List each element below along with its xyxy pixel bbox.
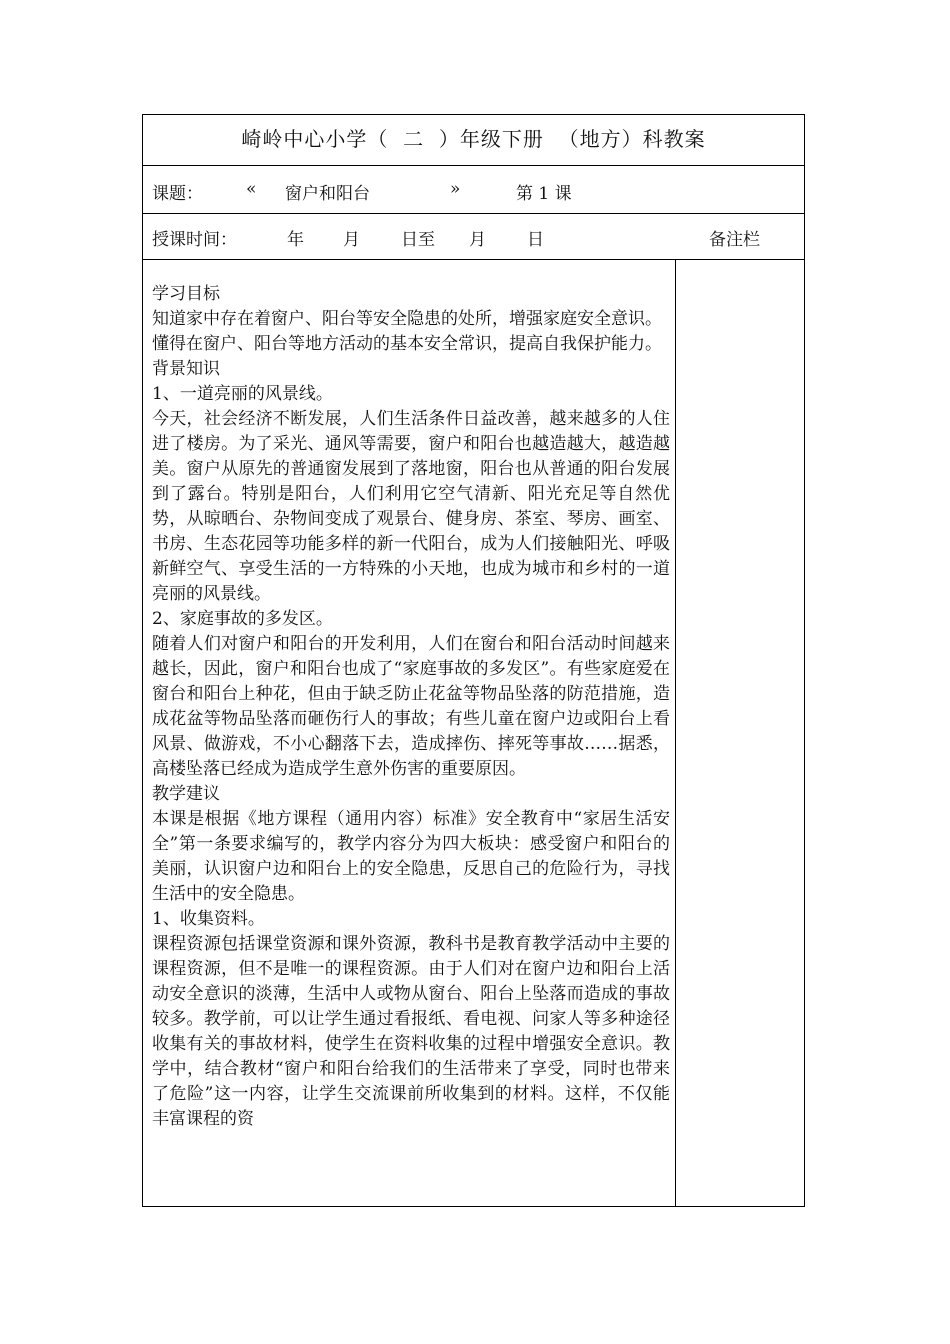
paragraph: 知道家中存在着窗户、阳台等安全隐患的处所，增强家庭安全意识。 [152, 309, 662, 329]
lesson-number: 第 1 课 [516, 184, 572, 204]
paragraph: 今天，社会经济不断发展，人们生活条件日益改善，越来越多的人住进了楼房。为了采光、通风等需要，窗户和阳台也越造越大，越造越美。窗户从原先的普通窗发展到了落地窗，阳台也从普通的阳台发展到了露台。特别是阳台，人们利用它空气清新、阳光充足等自然优势，从晾晒台、杂物间变成了观景台、健身房、茶室、琴房、画室、书房、生态花园等功能多样的新一代阳台，成为人们接触阳光、呼吸新鲜空气、享受生活的一方特殊的小天地，也成为城市和乡村的一道亮丽的风景线。 [152, 409, 670, 604]
day-to-label: 日至 [401, 230, 435, 250]
remarks-column-divider [675, 260, 676, 1206]
section-heading: 学习目标 [152, 284, 220, 304]
title-row [143, 115, 804, 166]
subheading: 1、一道亮丽的风景线。 [152, 384, 333, 404]
lesson-content [152, 282, 670, 1132]
topic-name: 窗户和阳台 [285, 184, 370, 204]
paragraph: 本课是根据《地方课程（通用内容）标准》安全教育中“家居生活安全”第一条要求编写的，教学内容分为四大板块：感受窗户和阳台的美丽，认识窗户边和阳台上的安全隐患，反思自己的危险行为，寻找生活中的安全隐患。 [152, 809, 670, 904]
subheading: 2、家庭事故的多发区。 [152, 609, 333, 629]
paragraph: 懂得在窗户、阳台等地方活动的基本安全常识，提高自我保护能力。 [152, 334, 662, 354]
month-label: 月 [343, 230, 360, 250]
section-heading: 教学建议 [152, 784, 220, 804]
subheading: 1、收集资料。 [152, 909, 265, 929]
time-label: 授课时间： [152, 230, 237, 250]
document-title: 崎岭中心小学（ 二 ）年级下册 （地方）科教案 [241, 127, 706, 151]
topic-label: 课题： [152, 184, 203, 204]
topic-row [143, 166, 804, 214]
year-label: 年 [287, 230, 304, 250]
open-quote: « [246, 179, 257, 199]
remarks-header: 备注栏 [709, 230, 760, 250]
time-row [143, 214, 804, 260]
body-row [143, 260, 804, 1206]
section-heading: 背景知识 [152, 359, 220, 379]
close-quote: » [450, 179, 461, 199]
month2-label: 月 [469, 230, 486, 250]
paragraph: 随着人们对窗户和阳台的开发利用，人们在窗台和阳台活动时间越来越长，因此，窗户和阳台也成了“家庭事故的多发区”。有些家庭爱在窗台和阳台上种花，但由于缺乏防止花盆等物品坠落的防范措施，造成花盆等物品坠落而砸伤行人的事故；有些儿童在窗户边或阳台上看风景、做游戏，不小心翻落下去，造成摔伤、摔死等事故……据悉，高楼坠落已经成为造成学生意外伤害的重要原因。 [152, 634, 670, 779]
day-label: 日 [527, 230, 544, 250]
paragraph: 课程资源包括课堂资源和课外资源，教科书是教育教学活动中主要的课程资源，但不是唯一的课程资源。由于人们对在窗户边和阳台上活动安全意识的淡薄，生活中人或物从窗台、阳台上坠落而造成的事故较多。教学前，可以让学生通过看报纸、看电视、问家人等多种途径收集有关的事故材料，使学生在资料收集的过程中增强安全意识。教学中，结合教材“窗户和阳台给我们的生活带来了享受，同时也带来了危险”这一内容，让学生交流课前所收集到的材料。这样，不仅能丰富课程的资 [152, 934, 670, 1129]
lesson-plan-table [142, 114, 805, 1207]
